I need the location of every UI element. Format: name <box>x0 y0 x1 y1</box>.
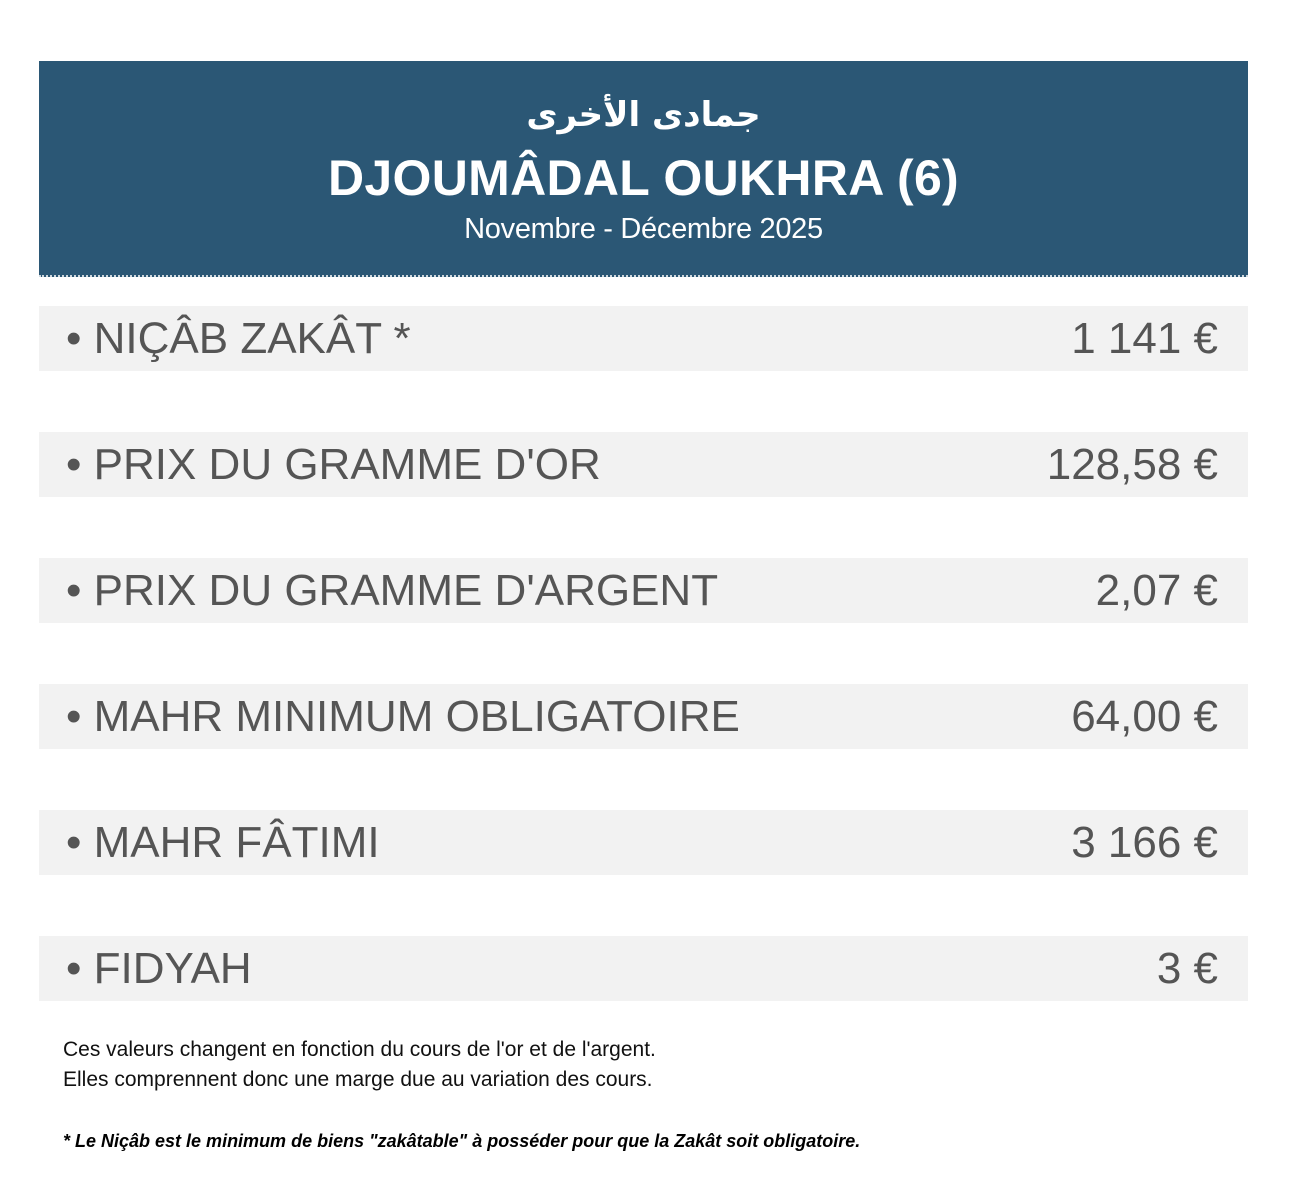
month-header <box>39 61 1248 277</box>
footnote: * Le Niçâb est le minimum de biens "zakâtable" à posséder pour que la Zakât soit obligatoire. <box>63 1131 861 1151</box>
row-label: • MAHR FÂTIMI <box>66 818 380 867</box>
row-gold-gram-price <box>39 432 1248 497</box>
page-title: DJOUMÂDAL OUKHRA (6) <box>328 150 959 206</box>
note-line-2: Elles comprennent donc une marge due au variation des cours. <box>63 1068 653 1091</box>
row-label: • PRIX DU GRAMME D'OR <box>66 440 601 489</box>
row-value: 2,07 € <box>1095 566 1218 615</box>
row-mahr-minimum <box>39 684 1248 749</box>
row-nicab-zakat <box>39 306 1248 371</box>
row-fidyah <box>39 936 1248 1001</box>
row-label: • FIDYAH <box>66 944 252 993</box>
arabic-month-title: جمادى الأخرى <box>526 95 761 135</box>
row-label: • MAHR MINIMUM OBLIGATOIRE <box>66 692 740 741</box>
row-value: 3 € <box>1156 944 1218 993</box>
row-silver-gram-price <box>39 558 1248 623</box>
row-label: • NIÇÂB ZAKÂT * <box>66 314 411 363</box>
row-mahr-fatimi <box>39 810 1248 875</box>
notes <box>63 1035 1213 1095</box>
row-value: 128,58 € <box>1046 440 1218 489</box>
values-list <box>39 306 1248 1062</box>
row-label: • PRIX DU GRAMME D'ARGENT <box>66 566 719 615</box>
note-line-1: Ces valeurs changent en fonction du cours de l'or et de l'argent. <box>63 1038 656 1061</box>
row-value: 64,00 € <box>1071 692 1218 741</box>
date-range-subtitle: Novembre - Décembre 2025 <box>464 213 823 245</box>
row-value: 3 166 € <box>1071 818 1218 867</box>
row-value: 1 141 € <box>1071 314 1218 363</box>
